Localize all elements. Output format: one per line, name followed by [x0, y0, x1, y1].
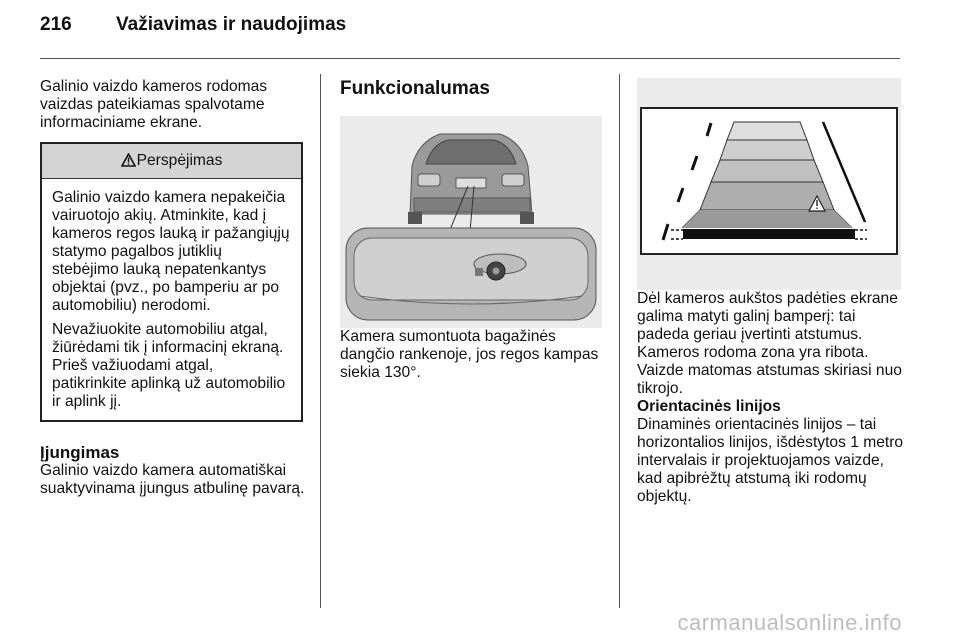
bumper-text: Dėl kameros aukštos padėties ekrane galima matyti galinį bamperį: tai padeda geriau įvertinti atstumus. — [637, 290, 898, 343]
column-middle — [340, 78, 606, 382]
section-heading-activation: Įjungimas — [40, 443, 120, 462]
column-right — [637, 78, 905, 506]
section-heading-functionality: Funkcionalumas — [340, 78, 490, 99]
activation-text: Galinio vaizdo kamera automatiškai suaktyvinama įjungus atbulinę pavarą. — [40, 462, 305, 497]
warning-header — [42, 144, 301, 179]
guidelines-display-illustration — [637, 78, 901, 290]
page-number: 216 — [40, 14, 72, 35]
header-rule — [40, 58, 900, 59]
limited-zone-text: Kameros rodoma zona yra ribota. Vaizde matomas atstumas skiriasi nuo tikrojo. — [637, 344, 902, 397]
warning-title: Perspėjimas — [136, 152, 223, 169]
camera-caption: Kamera sumontuota bagažinės dangčio rankenoje, jos regos kampas siekia 130°. — [340, 328, 599, 381]
column-left — [40, 78, 310, 498]
warning-paragraph-1: Galinio vaizdo kamera nepakeičia vairuotojo akių. Atminkite, kad į kameros regos lauką ir pažangiųjų statymo pagalbos jutiklių stebėjimo lauką nepatenkantys objektai (pvz., po bamperiu ar po automobiliu) nerodomi. — [52, 189, 290, 314]
warning-body — [42, 179, 301, 420]
guidelines-text: Dinaminės orientacinės linijos – tai horizontalios linijos, išdėstytos 1 metro intervalais ir projektuojamos vaizde, kad apibrėžtų atstumą iki rodomų objektų. — [637, 416, 904, 505]
camera-location-illustration — [340, 116, 602, 328]
warning-triangle-icon — [121, 153, 136, 167]
column-divider-2 — [619, 74, 620, 608]
intro-text: Galinio vaizdo kameros rodomas vaizdas pateikiamas spalvotame informaciniame ekrane. — [40, 78, 268, 131]
warning-box — [40, 142, 303, 422]
warning-paragraph-2: Nevažiuokite automobiliu atgal, žiūrėdami tik į informacinį ekraną. Prieš važiuodami atgal, patikrinkite aplinką už automobilio ir aplink jį. — [52, 321, 286, 410]
column-divider-1 — [320, 74, 321, 608]
page-title: Važiavimas ir naudojimas — [116, 14, 347, 35]
watermark: carmanualsonline.info — [677, 610, 902, 635]
guidelines-subheading: Orientacinės linijos — [637, 398, 781, 415]
